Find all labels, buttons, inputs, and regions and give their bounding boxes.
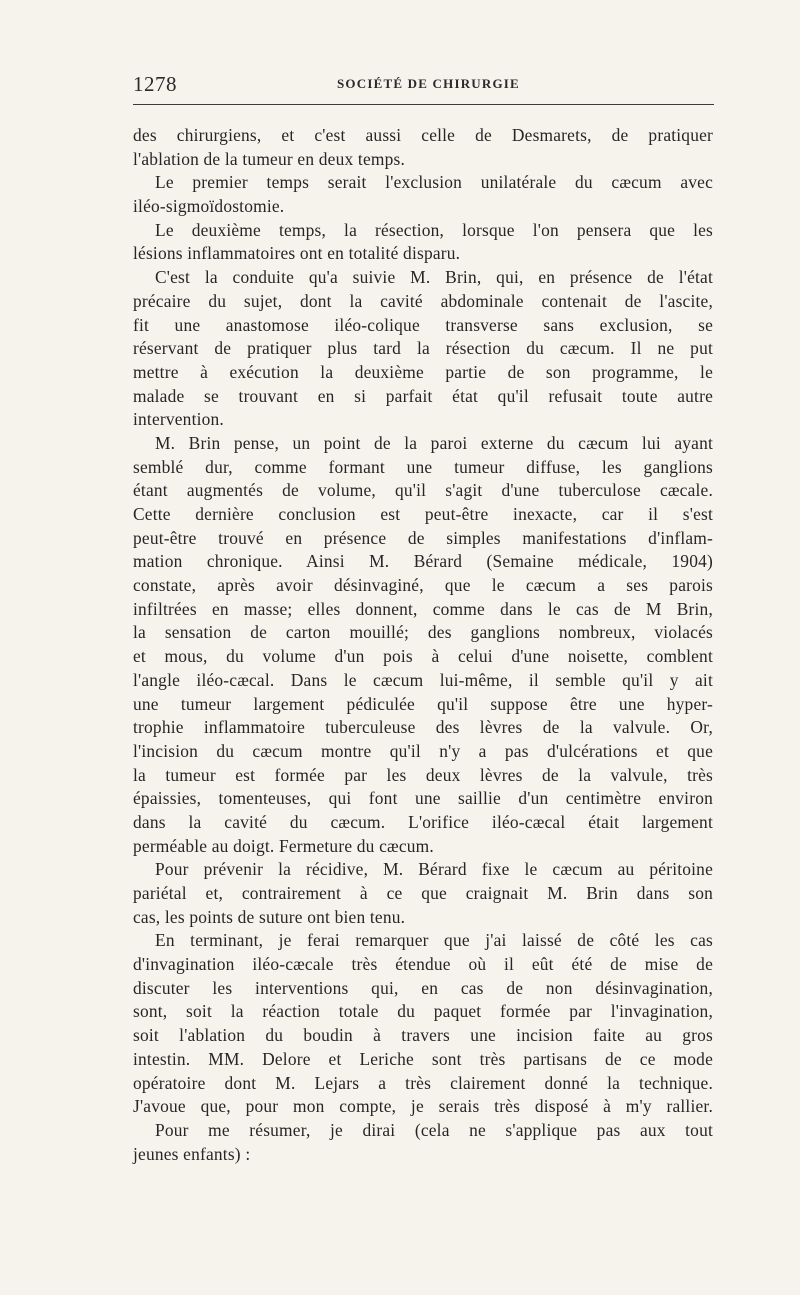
header-rule bbox=[133, 104, 714, 105]
text-line: réservant de pratiquer plus tard la résection du cæcum. Il ne put bbox=[133, 338, 713, 359]
text-line: En terminant, je ferai remarquer que j'ai laissé de côté les cas bbox=[155, 930, 713, 951]
text-line: constate, après avoir désinvaginé, que le cæcum a ses parois bbox=[133, 575, 713, 596]
text-line: fit une anastomose iléo-colique transverse sans exclusion, se bbox=[133, 314, 713, 335]
text-line: Cette dernière conclusion est peut-être inexacte, car il s'est bbox=[133, 504, 713, 524]
text-line: intestin. MM. Delore et Leriche sont très partisans de ce mode bbox=[133, 1048, 713, 1069]
text-line: l'incision du cæcum montre qu'il n'y a pas d'ulcérations et que bbox=[133, 740, 713, 761]
text-line: jeunes enfants) : bbox=[133, 1143, 251, 1164]
text-line: mation chronique. Ainsi M. Bérard (Semaine médicale, 1904) bbox=[133, 551, 713, 572]
running-header bbox=[133, 72, 714, 102]
page-number: 1278 bbox=[133, 72, 177, 96]
journal-title: SOCIÉTÉ DE CHIRURGIE bbox=[337, 76, 520, 91]
text-line: C'est la conduite qu'a suivie M. Brin, qui, en présence de l'état bbox=[155, 267, 713, 288]
text-line: des chirurgiens, et c'est aussi celle de Desmarets, de pratiquer bbox=[133, 125, 713, 145]
text-line: discuter les interventions qui, en cas de non désinvagination, bbox=[133, 977, 713, 998]
text-line: soit l'ablation du boudin à travers une incision faite au gros bbox=[133, 1025, 713, 1046]
text-line: épaissies, tomenteuses, qui font une saillie d'un centimètre environ bbox=[133, 788, 713, 809]
text-line: M. Brin pense, un point de la paroi externe du cæcum lui ayant bbox=[155, 432, 713, 453]
text-line: infiltrées en masse; elles donnent, comme dans le cas de M Brin, bbox=[133, 598, 713, 619]
text-line: perméable au doigt. Fermeture du cæcum. bbox=[133, 835, 434, 856]
text-line: J'avoue que, pour mon compte, je serais très disposé à m'y rallier. bbox=[133, 1096, 713, 1117]
text-line: iléo-sigmoïdostomie. bbox=[133, 196, 285, 217]
text-line: mettre à exécution la deuxième partie de son programme, le bbox=[133, 361, 713, 382]
text-line: lésions inflammatoires ont en totalité disparu. bbox=[133, 243, 461, 264]
text-line: peut-être trouvé en présence de simples manifestations d'inflam- bbox=[133, 527, 713, 548]
text-line: Pour me résumer, je dirai (cela ne s'applique pas aux tout bbox=[155, 1119, 713, 1140]
text-line: l'ablation de la tumeur en deux temps. bbox=[133, 148, 406, 169]
text-line: pariétal et, contrairement à ce que craignait M. Brin dans son bbox=[133, 883, 713, 903]
text-line: la tumeur est formée par les deux lèvres de la valvule, très bbox=[133, 764, 713, 785]
text-line: l'angle iléo-cæcal. Dans le cæcum lui-même, il semble qu'il y ait bbox=[133, 669, 713, 690]
text-line: intervention. bbox=[133, 409, 224, 430]
text-line: et mous, du volume d'un pois à celui d'une noisette, comblent bbox=[133, 646, 713, 667]
text-line: malade se trouvant en si parfait état qu'il refusait toute autre bbox=[133, 385, 713, 406]
text-line: semblé dur, comme formant une tumeur diffuse, les ganglions bbox=[133, 456, 713, 477]
text-line: sont, soit la réaction totale du paquet formée par l'invagination, bbox=[133, 1001, 713, 1022]
text-line: la sensation de carton mouillé; des ganglions nombreux, violacés bbox=[133, 622, 713, 643]
text-line: cas, les points de suture ont bien tenu. bbox=[133, 906, 406, 927]
text-line: une tumeur largement pédiculée qu'il suppose être une hyper- bbox=[133, 693, 713, 714]
text-line: opératoire dont M. Lejars a très clairement donné la technique. bbox=[133, 1072, 713, 1093]
text-line: trophie inflammatoire tuberculeuse des lèvres de la valvule. Or, bbox=[133, 717, 713, 738]
text-line: étant augmentés de volume, qu'il s'agit d'une tuberculose cæcale. bbox=[133, 480, 713, 501]
text-line: d'invagination iléo-cæcale très étendue où il eût été de mise de bbox=[133, 954, 713, 975]
text-line: précaire du sujet, dont la cavité abdominale contenait de l'ascite, bbox=[133, 290, 713, 311]
text-line: Pour prévenir la récidive, M. Bérard fixe le cæcum au péritoine bbox=[155, 859, 713, 880]
body-text bbox=[133, 124, 713, 1166]
text-line: Le deuxième temps, la résection, lorsque l'on pensera que les bbox=[155, 219, 713, 240]
text-line: Le premier temps serait l'exclusion unilatérale du cæcum avec bbox=[155, 172, 713, 193]
text-line: dans la cavité du cæcum. L'orifice iléo-cæcal était largement bbox=[133, 811, 713, 832]
